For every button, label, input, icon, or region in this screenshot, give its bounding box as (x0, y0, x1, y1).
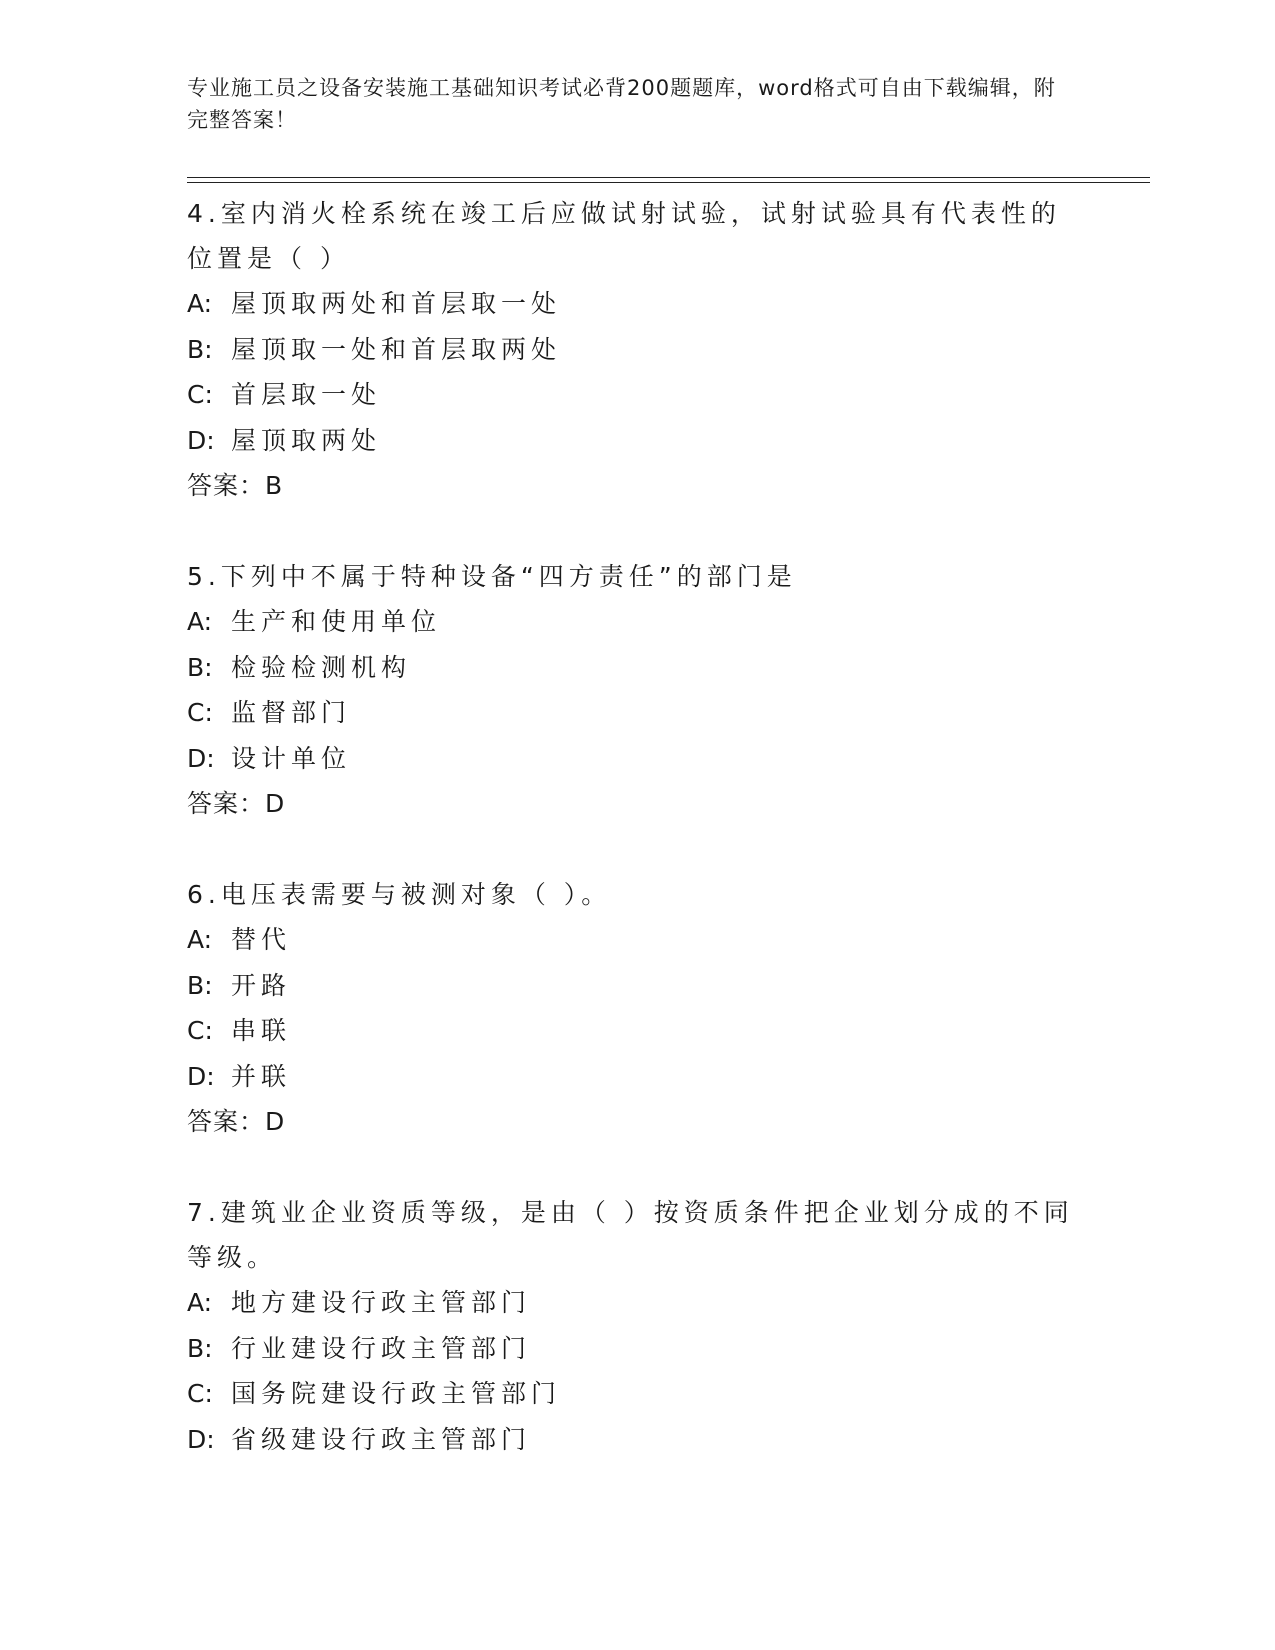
question-7 (187, 1190, 1087, 1462)
option-text: 屋顶取两处 (231, 425, 382, 455)
option-c (187, 690, 1087, 736)
option-c (187, 1008, 1087, 1054)
option-letter: A: (187, 289, 213, 318)
question-6 (187, 872, 1087, 1144)
option-letter: C: (187, 698, 213, 727)
option-letter: A: (187, 925, 213, 954)
option-text: 检验检测机构 (231, 652, 412, 682)
option-text: 并联 (231, 1061, 292, 1091)
option-letter: B: (187, 652, 213, 682)
option-letter: D: (187, 425, 215, 455)
option-letter: D: (187, 743, 215, 773)
option-text: 设计单位 (231, 743, 352, 773)
option-letter: C: (187, 1379, 213, 1408)
header-divider-top (187, 177, 1150, 178)
option-text: 生产和使用单位 (231, 607, 442, 636)
option-d (187, 1417, 1087, 1463)
option-letter: B: (187, 1333, 213, 1363)
header-divider-bottom (187, 182, 1150, 183)
option-letter: B: (187, 334, 213, 364)
option-b (187, 1326, 1087, 1372)
option-letter: A: (187, 1288, 213, 1317)
question-stem: 7.建筑业企业资质等级，是由（ ）按资质条件把企业划分成的不同等级。 (187, 1198, 1074, 1272)
question-5 (187, 554, 1087, 826)
option-text: 省级建设行政主管部门 (231, 1424, 532, 1454)
option-text: 串联 (231, 1016, 292, 1045)
question-4 (187, 191, 1087, 508)
option-c (187, 1371, 1087, 1417)
option-text: 替代 (231, 925, 292, 954)
option-text: 开路 (231, 970, 292, 1000)
option-letter: D: (187, 1061, 215, 1091)
answer-line: 答案：D (187, 1107, 286, 1136)
option-letter: C: (187, 1016, 213, 1045)
document-header: 专业施工员之设备安装施工基础知识考试必背200题题库，word格式可自由下载编辑，附完整答案！ (187, 76, 1056, 132)
option-text: 国务院建设行政主管部门 (231, 1379, 562, 1408)
option-b (187, 645, 1087, 691)
question-stem: 5.下列中不属于特种设备“四方责任”的部门是 (187, 562, 797, 591)
option-c (187, 372, 1087, 418)
option-a (187, 1280, 1087, 1326)
option-d (187, 418, 1087, 464)
option-text: 行业建设行政主管部门 (231, 1333, 532, 1363)
option-a (187, 917, 1087, 963)
option-b (187, 963, 1087, 1009)
answer-line: 答案：D (187, 789, 286, 818)
option-letter: B: (187, 970, 213, 1000)
option-text: 首层取一处 (231, 380, 382, 409)
option-d (187, 1054, 1087, 1100)
option-text: 屋顶取一处和首层取两处 (231, 334, 562, 364)
option-b (187, 327, 1087, 373)
answer-line: 答案：B (187, 471, 284, 500)
option-text: 屋顶取两处和首层取一处 (231, 289, 562, 318)
option-letter: C: (187, 380, 213, 409)
question-stem: 6.电压表需要与被测对象（ ）。 (187, 880, 612, 909)
question-list (187, 191, 1087, 1508)
option-letter: A: (187, 607, 213, 636)
option-letter: D: (187, 1424, 215, 1454)
option-text: 地方建设行政主管部门 (231, 1288, 532, 1317)
question-stem: 4.室内消火栓系统在竣工后应做试射试验，试射试验具有代表性的位置是（ ） (187, 199, 1061, 273)
option-d (187, 736, 1087, 782)
option-text: 监督部门 (231, 698, 352, 727)
option-a (187, 281, 1087, 327)
option-a (187, 599, 1087, 645)
